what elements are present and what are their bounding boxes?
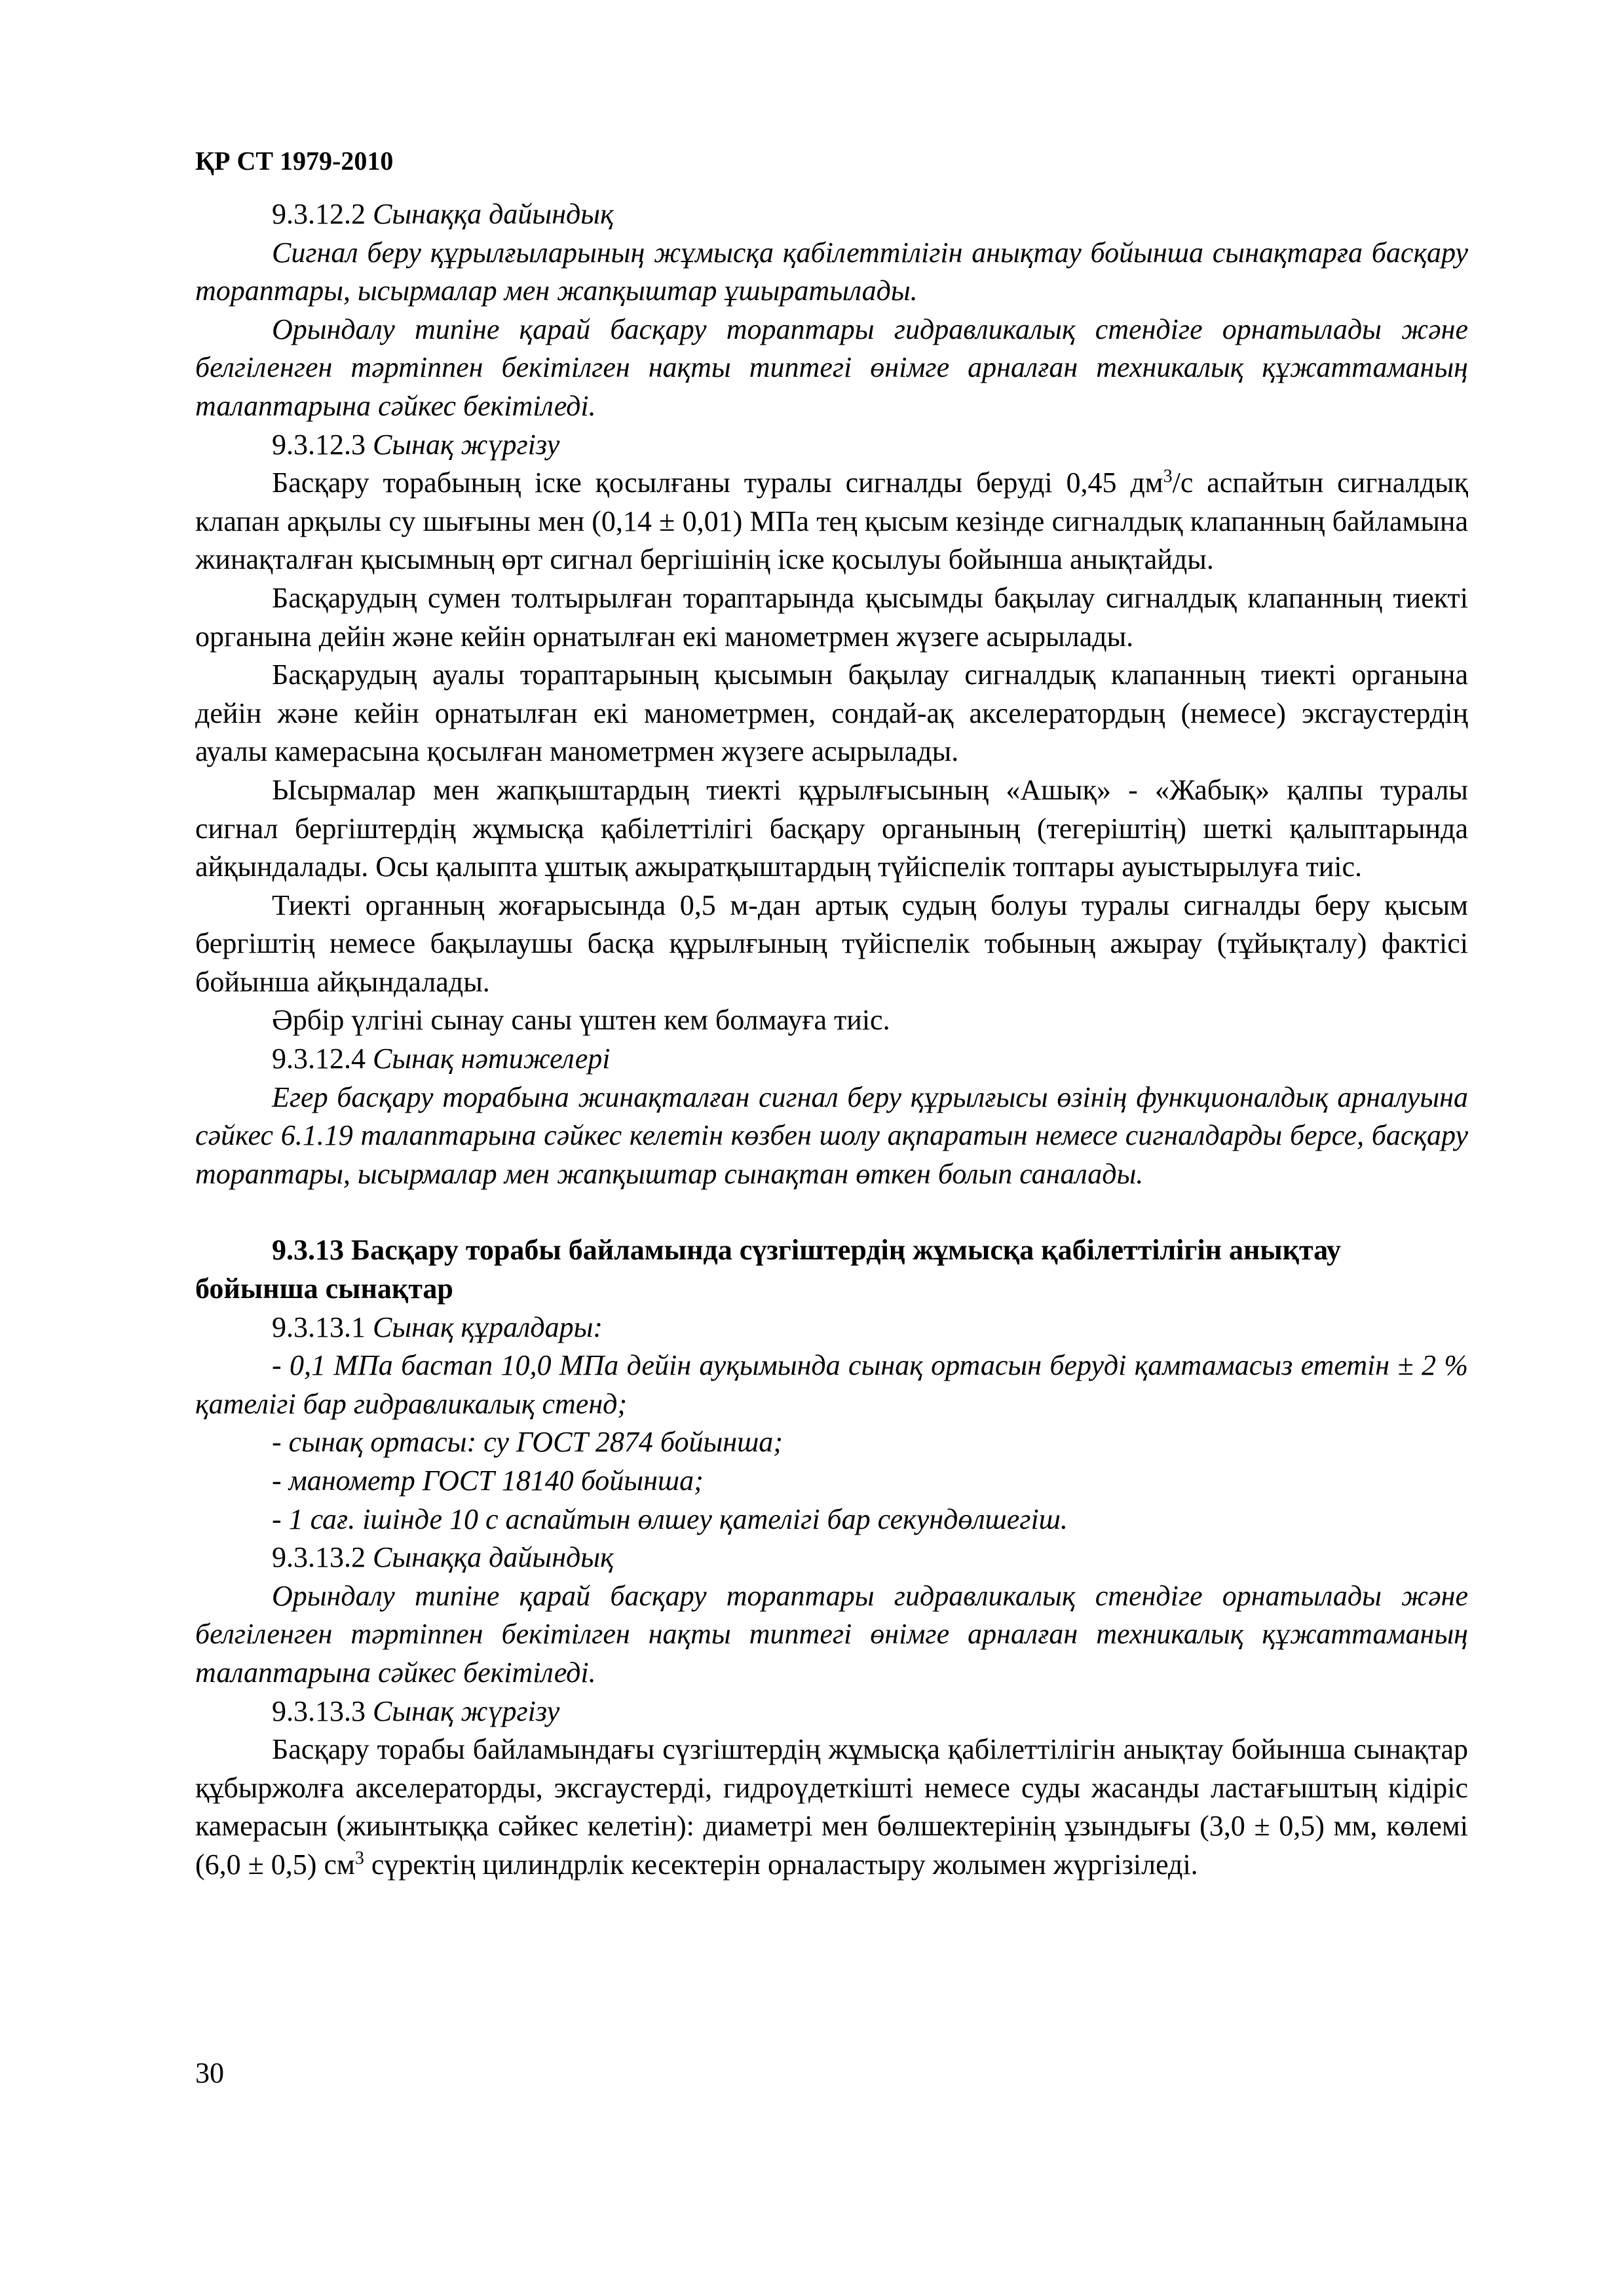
paragraph: Әрбір үлгіні сынау саны үштен кем болмауға тиіс. bbox=[272, 1004, 890, 1037]
subsection-number: 9.3.13.3 bbox=[272, 1694, 373, 1727]
section-9-3-13-heading: 9.3.13 Басқару торабы байламында сүзгіштердің жұмысқа қабілеттілігін анықтау бойынша сынақтар bbox=[195, 1234, 1341, 1305]
paragraph: Ысырмалар мен жапқыштардың тиекті құрылғысының «Ашық» - «Жабық» қалпы туралы сигнал бергіштердің жұмысқа қабілеттілігі басқару органының (тегеріштің) шеткі қалыптарында айқындалады. Осы қалыпта ұштық ажыратқыштардың түйіспелік топтары ауыстырылуға тиіс. bbox=[195, 773, 1468, 883]
paragraph bbox=[195, 1731, 1468, 1884]
list-item: - 0,1 МПа бастап 10,0 МПа дейін ауқымында сынақ ортасын беруді қамтамасыз ететін ± 2 % қателігі бар гидравликалық стенд; bbox=[195, 1349, 1468, 1420]
subsection-title: Сынақ жүргізу bbox=[373, 428, 560, 461]
paragraph-text: /с аспайтын сигналдық клапан арқылы су шығыны мен (0,14 ± 0,01) МПа тең қысым кезінде сигналдық клапанның байламына жинақталған қысымның өрт сигнал бергішінің іске қосылуы бойынша анықтайды. bbox=[195, 467, 1468, 576]
subsection-9-3-13-3-heading bbox=[195, 1693, 1468, 1731]
list-item: - сынақ ортасы: су ГОСТ 2874 бойынша; bbox=[272, 1426, 783, 1459]
subsection-title: Сынақ нәтижелері bbox=[373, 1043, 611, 1075]
paragraph: Егер басқару торабына жинақталған сигнал беру құрылғысы өзінің функционалдық арналуына сәйкес 6.1.19 талаптарына сәйкес келетін көзбен шолу ақпаратын немесе сигналдарды берсе, басқару тораптары, ысырмалар мен жапқыштар сынақтан өткен болып саналады. bbox=[195, 1081, 1468, 1190]
subsection-title: Сынаққа дайындық bbox=[373, 1541, 614, 1574]
list-item: - 1 сағ. ішінде 10 с аспайтын өлшеу қателігі бар секундөлшегіш. bbox=[272, 1502, 1068, 1535]
paragraph-text: Басқару торабы байламындағы сүзгіштердің жұмысқа қабілеттілігін анықтау бойынша сынақтар құбыржолға акселераторды, эксгаустерді, гидроүдеткішті немесе суды жасанды ластағыштың кідіріс камерасын (жиынтыққа сәйкес келетін): диаметрі мен бөлшектерінің ұзындығы (3,0 ± 0,5) мм, көлемі (6,0 ± 0,5) см bbox=[195, 1733, 1468, 1881]
paragraph: Сигнал беру құрылғыларының жұмысқа қабілеттілігін анықтау бойынша сынақтарға басқару тораптары, ысырмалар мен жапқыштар ұшыратылады. bbox=[195, 236, 1468, 307]
paragraph: Басқарудың ауалы тораптарының қысымын бақылау сигналдық клапанның тиекті органына дейін және кейін орнатылған екі манометрмен, сондай-ақ акселератордың (немесе) эксгаустердің ауалы камерасына қосылған манометрмен жүзеге асырылады. bbox=[195, 659, 1468, 768]
document-body bbox=[195, 195, 1468, 1885]
subsection-9-3-13-2-heading bbox=[195, 1539, 1468, 1577]
subsection-9-3-12-2-heading bbox=[195, 195, 1468, 234]
subsection-number: 9.3.13.2 bbox=[272, 1541, 373, 1574]
subsection-9-3-13-1-heading bbox=[195, 1309, 1468, 1347]
superscript: 3 bbox=[1163, 466, 1173, 487]
subsection-9-3-12-4-heading bbox=[195, 1040, 1468, 1079]
subsection-title: Сынақ құралдары: bbox=[373, 1311, 603, 1343]
page-number: 30 bbox=[195, 2057, 224, 2089]
paragraph bbox=[195, 464, 1468, 579]
subsection-number: 9.3.12.3 bbox=[272, 428, 373, 461]
subsection-title: Сынаққа дайындық bbox=[373, 198, 614, 230]
superscript: 3 bbox=[354, 1848, 364, 1869]
paragraph: Тиекті органның жоғарысында 0,5 м-дан артық судың болуы туралы сигналды беру қысым бергіштің немесе бақылаушы басқа құрылғының түйіспелік тобының ажырау (тұйықталу) фактісі бойынша айқындалады. bbox=[195, 889, 1468, 998]
document-header: ҚР СТ 1979-2010 bbox=[195, 146, 394, 176]
paragraph: Орындалу типіне қарай басқару тораптары гидравликалық стендіге орнатылады және белгіленген тәртіппен бекітілген нақты типтегі өнімге арналған техникалық құжаттаманың талаптарына сәйкес бекітіледі. bbox=[195, 1579, 1468, 1689]
list-item: - манометр ГОСТ 18140 бойынша; bbox=[272, 1464, 704, 1497]
subsection-9-3-12-3-heading bbox=[195, 426, 1468, 465]
subsection-number: 9.3.13.1 bbox=[272, 1311, 373, 1343]
paragraph: Орындалу типіне қарай басқару тораптары гидравликалық стендіге орнатылады және белгіленген тәртіппен бекітілген нақты типтегі өнімге арналған техникалық құжаттаманың талаптарына сәйкес бекітіледі. bbox=[195, 313, 1468, 422]
paragraph-text: сүректің цилиндрлік кесектерін орналастыру жолымен жүргізіледі. bbox=[364, 1848, 1198, 1881]
subsection-number: 9.3.12.4 bbox=[272, 1043, 373, 1075]
paragraph-text: Басқару торабының іске қосылғаны туралы сигналды беруді 0,45 дм bbox=[272, 467, 1163, 499]
subsection-title: Сынақ жүргізу bbox=[373, 1694, 560, 1727]
paragraph: Басқарудың сумен толтырылған тораптарында қысымды бақылау сигналдық клапанның тиекті органына дейін және кейін орнатылған екі манометрмен жүзеге асырылады. bbox=[195, 581, 1468, 653]
subsection-number: 9.3.12.2 bbox=[272, 198, 373, 230]
